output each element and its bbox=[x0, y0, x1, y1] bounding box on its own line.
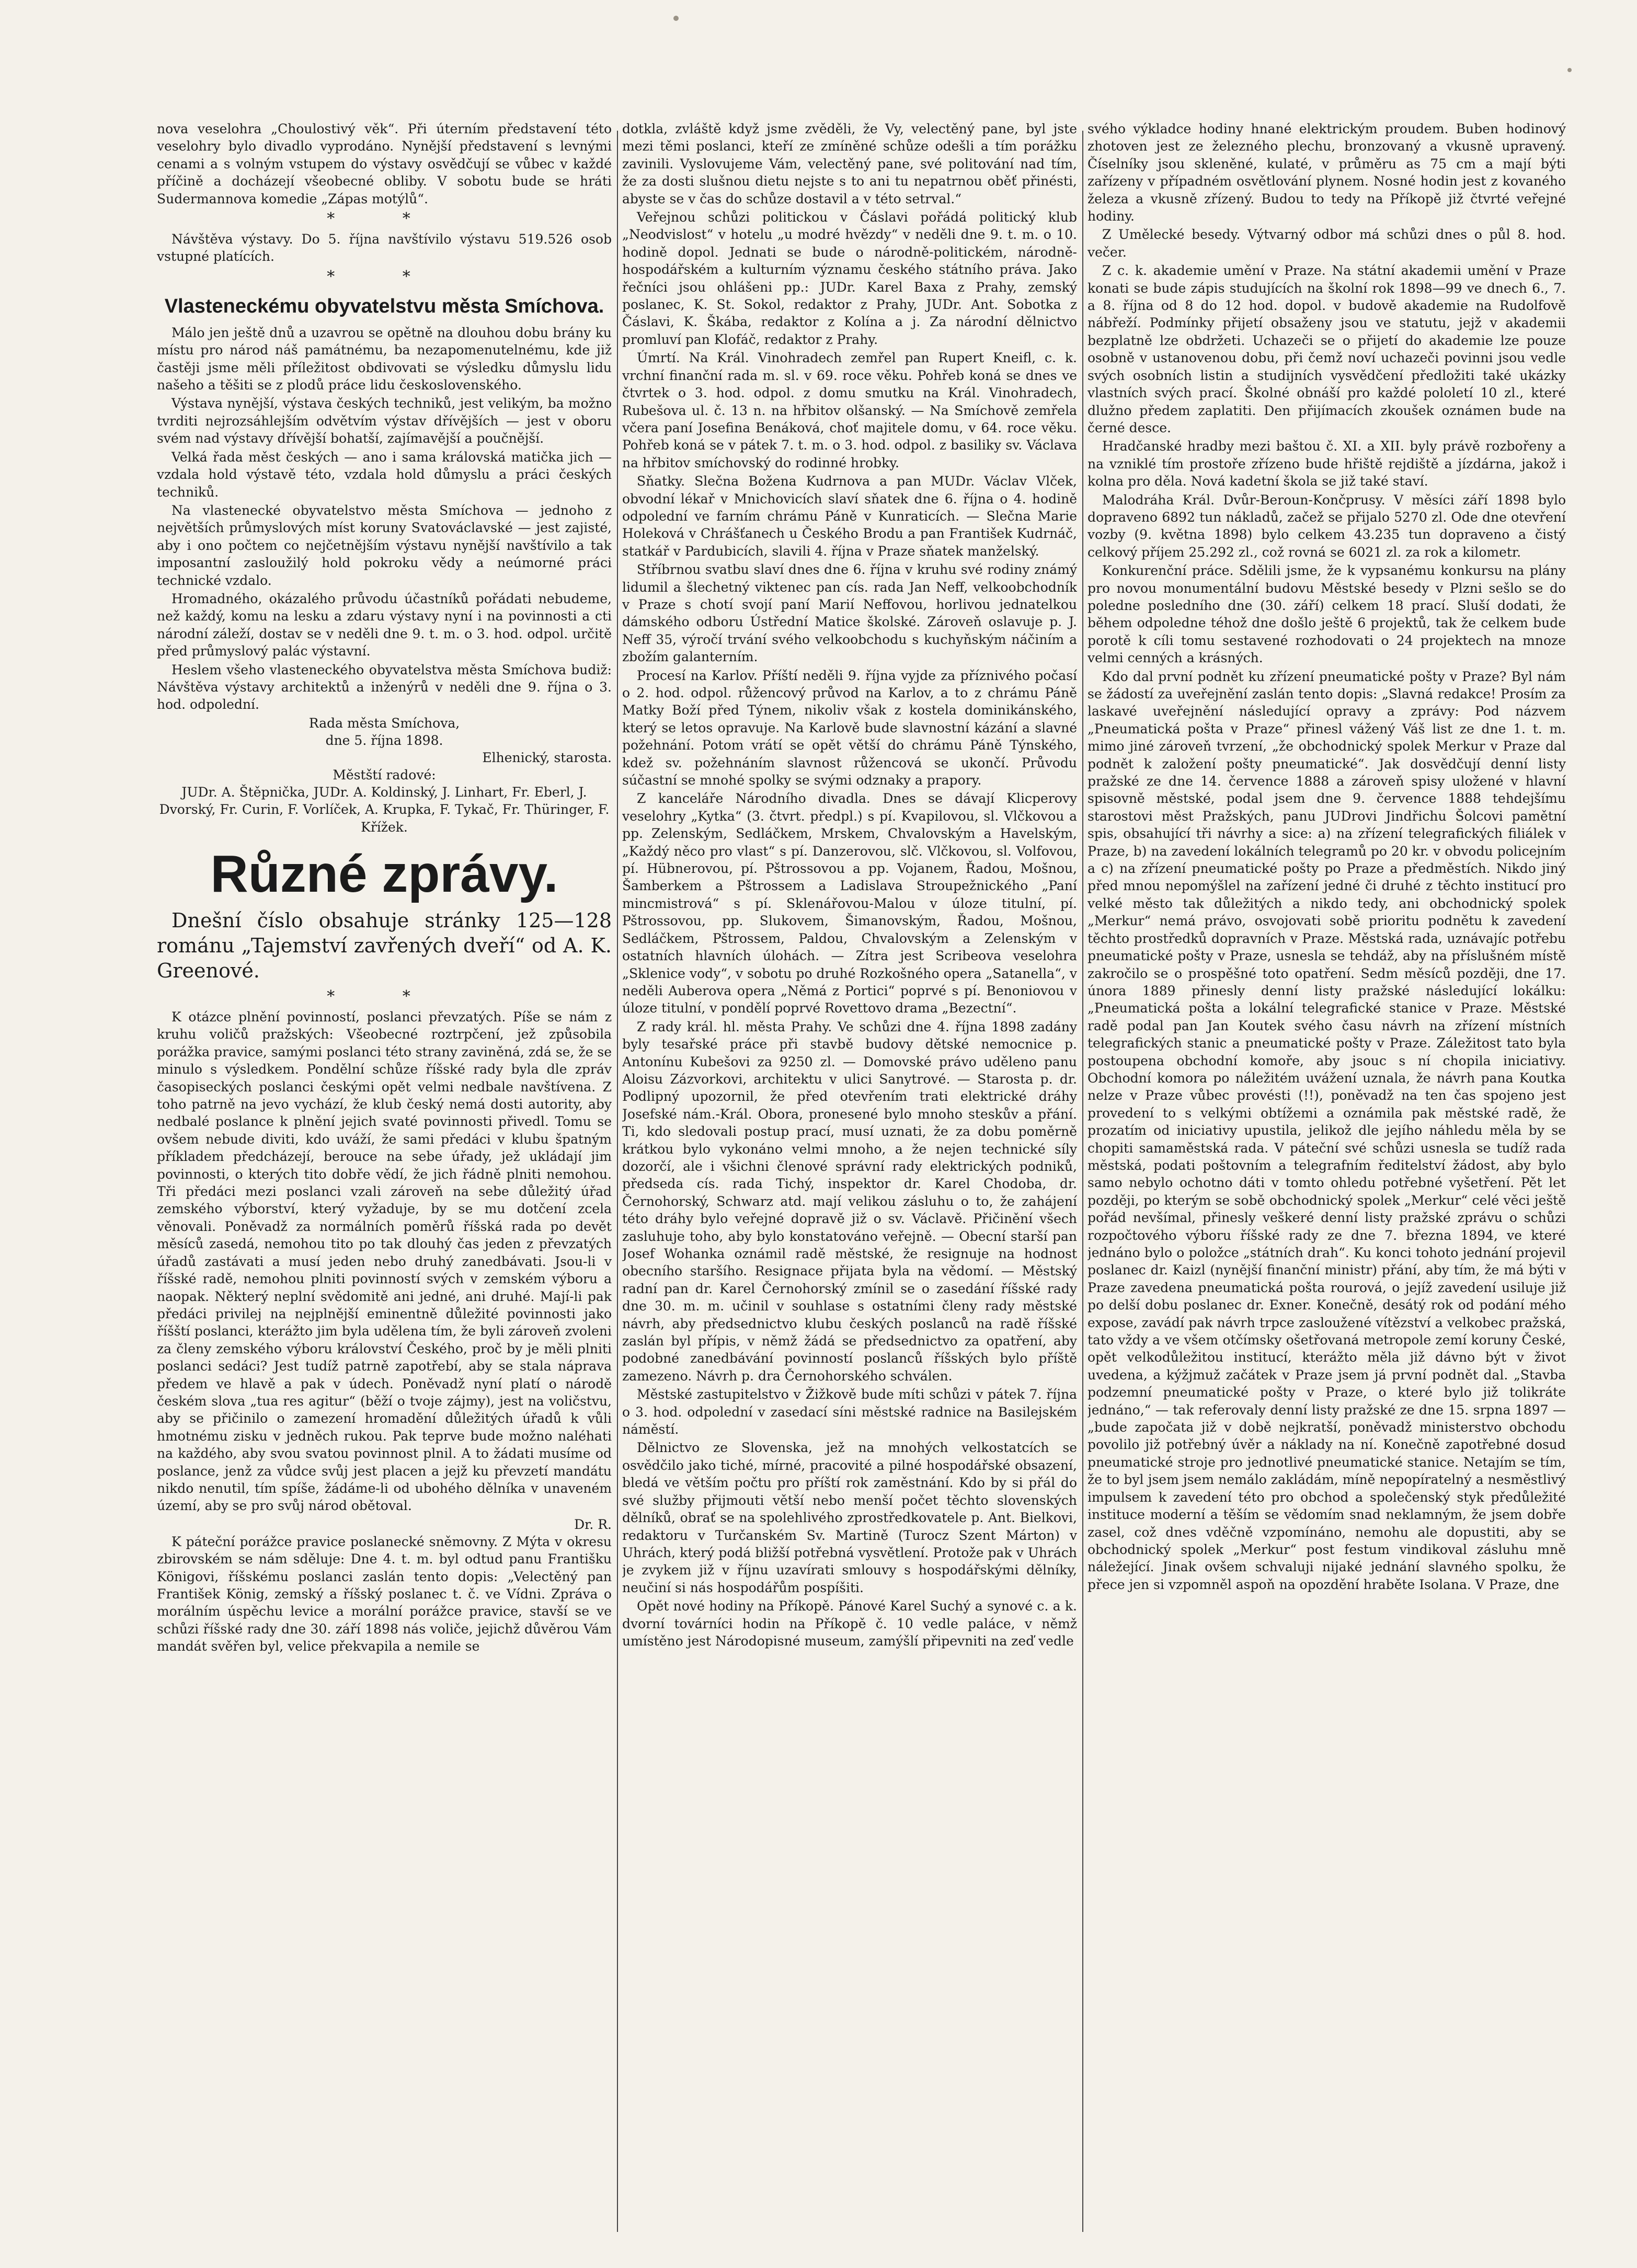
paragraph: Návštěva výstavy. Do 5. října navštívilo výstavu 519.526 osob vstupné platících. bbox=[157, 232, 612, 264]
paragraph: Z c. k. akademie umění v Praze. Na státní akademii umění v Praze konati se bude zápis studujících na školní rok 1898—99 ve dnech 6., 7. a 8. října od 8 do 12 hod. dopol. v budově akademie na Rudolfově nábřeží. Podmínky přijetí obsaženy jsou ve statutu, jejž v akademii bezplatně lze obdržeti. Uchazeči se o přijetí do akademie lze pouze osobně v ustanovenou dobu, při čemž noví uchazeči povinni jsou vedle svých osobních listin a studijních vysvědčení předložiti také ukázky vlastních svých prací. Školné obnáší pro každé pololetí 10 zl., které dlužno předem zaplatiti. Den přijímacích zkoušek oznámen bude na černé desce. bbox=[1087, 263, 1566, 435]
paragraph: Z Umělecké besedy. Výtvarný odbor má schůzi dnes o půl 8. hod. večer. bbox=[1087, 227, 1566, 260]
signature-names: JUDr. A. Štěpnička, JUDr. A. Koldinský, J. Linhart, Fr. Eberl, J. Dvorský, Fr. Curin, F. Vorlíček, A. Krupka, F. Tykač, Fr. Thüringer, F. Křížek. bbox=[159, 784, 610, 835]
paragraph: Sňatky. Slečna Božena Kudrnova a pan MUDr. Václav Vlček, obvodní lékař v Mnichovicích slaví sňatek dne 6. října o 4. hodině odpolední ve farním chrámu Páně v Kunraticích. — Slečna Marie Holeková v Chrášťanech u Českého Brodu a pan František Kudrnáč, statkář v Pardubicích, slavili 4. října v Praze sňatek manželský. bbox=[622, 474, 1077, 559]
signature-line: Rada města Smíchova, bbox=[308, 715, 460, 731]
paper-speck bbox=[1567, 68, 1572, 72]
lead-paragraph: Dnešní číslo obsahuje stránky 125—128 románu „Tajemství zavřených dveří“ od A. K. Greenové. bbox=[157, 909, 612, 982]
paragraph: Málo jen ještě dnů a uzavrou se opětně na dlouhou dobu brány ku místu pro národ náš památnému, ba nezapomenutelnému, kde již častěji jsme měli příležitost obdivovati se výsledku důmyslu lidu našeho a těšiti se z plodů práce lidu československého. bbox=[157, 325, 612, 393]
paragraph: Z kanceláře Národního divadla. Dnes se dávají Klicperovy veselohry „Kytka“ (3. čtvrt. předpl.) s pí. Kvapilovou, sl. Vlčkovou a pp. Zelenským, Sedláčkem, Mrskem, Chvalovským a Havelským, „Každý něco pro vlast“ s pí. Danzerovou, slč. Vlčkovou, sl. Volfovou, pí. Hübnerovou, pí. Pštrossovou a pp. Vojanem, Řadou, Mošnou, Šamberkem a Pštrossem a Ladislava Stroupežnického „Paní mincmistrová“ s pí. Sklenářovou-Malou v úloze titulní, pí. Pštrossovou, pp. Slukovem, Šimanovským, Řadou, Mošnou, Sedláčkem, Pštrossem, Paldou, Chvalovským a Zelenským v ostatních hlavních úlohách. — Zítra jest Scribeova veselohra „Sklenice vody“, v sobotu po druhé Rozkošného opera „Satanella“, v neděli Auberova opera „Němá z Portici“ poprvé s pí. Benoniovou v úloze titulní, v pondělí poprvé Rovettovo drama „Bezectní“. bbox=[622, 791, 1077, 1016]
paragraph: Z rady král. hl. města Prahy. Ve schůzi dne 4. října 1898 zadány byly tesařské práce při stavbě budovy dětské nemocnice p. Antonínu Kubešovi za 9250 zl. — Domovské právo uděleno panu Aloisu Zázvorkovi, architektu v ulici Sanytrové. — Starosta p. dr. Podlipný upozornil, že před otevřením trati elektrické dráhy Josefské nám.-Král. Obora, pronesené bylo mnoho steskův a přání. Ti, kdo sledovali postup prací, musí uznati, že za dobu poměrně krátkou bylo vykonáno velmi mnoho, a že nejen technické síly dozorčí, ale i všichni členové správní rady elektrických podniků, předseda cís. rada Tichý, inspektor dr. Karel Chodoba, dr. Černohorský, Schwarz atd. mají velikou zásluhu o to, že zahájení této dráhy bylo veřejné dopravě již o sv. Václavě. Přičinění všech zasluhuje toho, aby bylo konstatováno veřejně. — Obecní starší pan Josef Wohanka oznámil radě městské, že resignuje na hodnost obecního staršího. Resignace přijata byla na vědomí. — Městský radní pan dr. Karel Černohorský zmínil se o zasedání říšské rady dne 30. m. m. učinil v souhlase s ostatními členy rady městské návrh, aby předsednictvo klubu českých poslanců na radě říšské zaslán byl přípis, v němž žádá se předsednictvo za opatření, aby podobné zanedbávání povinností poslanců říšských bylo příště zamezeno. Návrh p. dra Černohorského schválen. bbox=[622, 1019, 1077, 1384]
signature-line: Městští radové: bbox=[333, 767, 436, 782]
column-rule bbox=[1082, 131, 1083, 2232]
paragraph: K otázce plnění povinností, poslanci převzatých. Píše se nám z kruhu voličů pražských: Všeobecné roztrpčení, jež způsobila porážka pravice, samými poslanci této strany zaviněná, zdá se, že se minulo s výsledkem. Pondělní schůze říšské rady byla dle zpráv časopiseckých poslanci českými opět velmi nedbale navštívena. Z toho patrně na jevo vychází, že klub český nemá dosti autority, aby nedbalé poslance k plnění jejich svaté povinnosti přivedl. Tomu se ovšem nebude diviti, kdo uváží, že sami předáci v klubu špatným příkladem předcházejí, berouce na sebe úřady, jež ukládají jim povinnosti, o kterých tito dobře vědí, že jich řádně plniti nemohou. Tři předáci mezi poslanci vzali zároveň na sebe důležitý úřad zemského výborství, který vyžaduje, by se mu dotčení zcela věnovali. Poněvadž za normálních poměrů říšská rada po devět měsíců zasedá, nemohou tito po tak dlouhý čas jeden z převzatých úřadů zastávati a musí jeden nebo druhý zanedbávati. Jsou-li v říšské radě, nemohou plniti povinností svých v zemském výboru a naopak. Některý neplní svědomitě ani jedné, ani druhé. Mají-li pak předáci privilej na nejplnější eminentně důležité povinnosti jako říšští poslanci, kterážto jim byla udělena tím, že byli zároveň zvoleni za členy zemského výboru království Českého, proč by je měli plniti poslanci sedáci? Jest tudíž patrně zapotřebí, aby se stala náprava předem ve hlavě a pak v údech. Poněvadž nyní platí o národě českém slova „tua res agitur“ (běží o tvoje zájmy), jest na voličstvu, aby se přičinilo o zamezení hromadění důležitých úřadů k vůli hmotnému zisku v jedněch rukou. Pak teprve bude možno naléhati na každého, aby svou svatou povinnost plnil. A to žádati musíme od poslance, jenž za vůdce svůj jest placen a jejž ku převzetí mandátu nikdo nenutil, tím spíše, žádáme-li od ubohého dělníka v unaveném území, aby se pro svůj národ obětoval. bbox=[157, 1009, 612, 1514]
paragraph: Hromadného, okázalého průvodu účastníků pořádati nebudeme, než každý, komu na lesku a zdaru výstavy nyní i na povinnosti a cti národní záleží, dostav se v neděli dne 9. t. m. o 3. hod. odpol. určitě před průmyslový palác výstavní. bbox=[157, 591, 612, 659]
paragraph: nova veselohra „Choulostivý věk“. Při úterním představení této veselohry bylo divadlo vyprodáno. Nynější představení s levnými cenami a s volným vstupem do výstavy osvědčují se vůbec v každé příčině a docházejí všeobecné obliby. V sobotu bude se hráti Sudermannova komedie „Zápas motýlů“. bbox=[157, 121, 612, 206]
paragraph: Procesí na Karlov. Příští neděli 9. října vyjde za příznivého počasí o 2. hod. odpol. růžencový průvod na Karlov, a to z chrámu Páně Matky Boží před Týnem, nikoliv však z kostela dominikánského, který se letos opravuje. Na Karlově bude slavnostní kázání a slavné požehnání. Potom vrátí se opět větší do chrámu Páně Týnského, kdež sv. požehnáním slavnost růžencová se ukončí. Průvodu súčastní se mnohé spolky se svými odznaky a prapory. bbox=[622, 667, 1077, 788]
separator-stars: * * bbox=[327, 267, 442, 286]
paragraph: Malodráha Král. Dvůr-Beroun-Končprusy. V měsíci září 1898 bylo dopraveno 6892 tun nákladů, začež se přijalo 5270 zl. Ode dne otevření vozby (9. května 1898) bylo celkem 43.235 tun dopraveno a čistý celkový příjem 25.292 zl., což rovná se 6021 zl. za rok a kilometr. bbox=[1087, 492, 1566, 560]
column-2 bbox=[622, 120, 1077, 2242]
column-rule bbox=[617, 131, 618, 2232]
paragraph: Výstava nynější, výstava českých techniků, jest velikým, ba možno tvrditi nejrozsáhlejším odvětvím výstav dřívějších — jest v oboru svém nad výstavy dřívější bohatší, zajímavější a poučnější. bbox=[157, 396, 612, 446]
paragraph: Veřejnou schůzi politickou v Čáslavi pořádá politický klub „Neodvislost“ v hotelu „u modré hvězdy“ v neděli dne 9. t. m. o 10. hodině dopol. Jednati se bude o národně-politickém, národně-hospodářském a kulturním významu českého státního práva. Jako řečníci jsou ohlášeni pp.: JUDr. Karel Baxa z Prahy, zemský poslanec, K. St. Sokol, redaktor z Prahy, JUDr. Ant. Sobotka z Čáslavi, K. Škába, redaktor z Kolína a j. Za národní dělnictvo promluví pan Klofáč, redaktor z Prahy. bbox=[622, 210, 1077, 347]
paragraph: Dělnictvo ze Slovenska, jež na mnohých velkostatcích se osvědčilo jako tiché, mírné, pracovité a pilné hospodářské obsazení, bledá ve větším počtu pro příští rok zaměstnání. Kdo by si přál do své služby přijmouti větší nebo menší počet těchto slovenských dělníků, obrať se na spolehlivého zprostředkovatele p. Ant. Bielkovi, redaktoru v Turčanském Sv. Martině (Turocz Szent Márton) v Uhrách, který podá bližší potřebná vysvětlení. Protože pak v Uhrách je zvykem již v říjnu uzavírati smlouvy s hospodářskými dělníky, neučiní si nás hospodářům pospíšiti. bbox=[622, 1440, 1077, 1595]
paragraph: Městské zastupitelstvo v Žižkově bude míti schůzi v pátek 7. října o 3. hod. odpolední v zasedací síni městské radnice na Basilejském náměstí. bbox=[622, 1387, 1077, 1437]
column-3 bbox=[1087, 120, 1566, 2242]
paragraph: Konkurenční práce. Sdělili jsme, že k vypsanému konkursu na plány pro novou monumentální budovu Městské besedy v Plzni sešlo se do poledne posledního dne (30. září) celkem 18 prací. Sluší dodati, že během odpoledne téhož dne došlo ještě 6 projektů, tak že celkem bude porotě k cíli tomu sestavené rozhodovati o 24 projektech na mnoze velmi cenných a krásných. bbox=[1087, 563, 1566, 666]
paragraph: Velká řada měst českých — ano i sama královská matička jich — vzdala hold výstavě této, vzdala hold důmyslu a práci českých techniků. bbox=[157, 449, 612, 500]
paragraph: dotkla, zvláště když jsme zvěděli, že Vy, velectěný pane, byl jste mezi těmi poslanci, kteří ze zmíněné schůze odešli a tím porážku zavinili. Vyslovujeme Vám, velectěný pane, své politování nad tím, že za dosti slušnou dietu nejste s to ani tu nepatrnou oběť přinésti, abyste se v čas do schůze dostavil a v této setrval.“ bbox=[622, 121, 1077, 206]
signature-line: Elhenický, starosta. bbox=[482, 750, 612, 765]
column-1 bbox=[157, 120, 612, 2242]
paragraph: Kdo dal první podnět ku zřízení pneumatické pošty v Praze? Byl nám se žádostí za uveřejnění zaslán tento dopis: „Slavná redakce! Prosím za laskavé uveřejnění následující opravy a zprávy: Pod názvem „Pneumatická pošta v Praze“ přinesl vážený Váš list ze dne 1. t. m. mimo jiné zároveň tvrzení, „že obchodnický spolek Merkur v Praze dal podnět k založení pošty pneumatické“. Jak dosvědčují denní listy pražské ze dne 14. července 1888 a zároveň spisy uložené v hlavní spisovně městské, podal jsem dne 9. července 1888 tehdejšímu starostovi měst Pražských, panu JUDrovi Jindřichu Šolcovi pamětní spis, obsahující tři návrhy a sice: a) na zřízení telegrafických filiálek v Praze, b) na zavedení lokálních telegramů po 20 kr. v obvodu policejním a c) na zřízení pneumatické pošty po Praze a předměstích. Nikdo jiný před mnou nepomýšlel na zařízení jedné či druhé z těchto institucí pro velké město tak důležitých a nikdo tedy, ani obchodnický spolek „Merkur“ nemá právo, osvojovati sobě prioritu podnětu k zavedení těchto prostředků dopravních v Praze. Městská rada, uznávajíc potřebu pneumatické pošty v Praze, usnesla se tehdáž, aby na příslušném místě zakročilo se o prospěšné toto opatření. Sedm měsíců později, dne 17. února 1889 přinesly denní listy pražské následující lokálku: „Pneumatická pošta a lokální telegrafické stanice v Praze. Městské radě podal pan Jan Koutek svého času návrh na zřízení místních telegrafických stanic a pneumatické pošty v Praze. Záležitost tato byla postoupena obchodní komoře, aby jsouc s ní chopila iniciativy. Obchodní komora po náležitém uvážení uznala, že návrh pana Koutka nelze v Praze vůbec provésti (!!), poněvadž na ten čas spojeno jest provedení to s velkými obtížemi a oznámila pak městské radě, že prozatím od iniciativy upustila, jelikož dle jejího náhledu měla by se chopiti samaměstská rada. V páteční své schůzi usnesla se tudíž rada městská, podati poštovním a telegrafním ředitelství žádost, aby bylo samo nebylo ochotno dáti v tomto ohledu potřebné vyšetření. Pět let později, po kterým se sobě obchodnický spolek „Merkur“ celé věci ještě pořád nevšímal, přinesly veškeré denní listy pražské zprávu o schůzi rozpočtového výboru říšské rady ze dne 7. března 1894, ve které jednáno bylo o položce „státních drah“. Ku konci tohoto jednání projevil poslanec dr. Kaizl (nynější finanční ministr) přání, aby tím, že má býti v Praze zavedena pneumatická pošta rourová, o jejíž zavedení usiluje již po delší dobu poslanec dr. Exner. Konečně, desátý rok od podání mého expose, zavádí pak návrh trpce zasloužené vítězství a velkobec pražská, tato vždy a ve všem otčímsky ošetřovaná metropole zemí koruny České, opět velkodůležitou institucí, kterážto měla již dávno být v život uvedena, a kýžjmuž začátek v Praze jsem já první podnět dal. „Stavba podzemní pneumatické pošty v Praze, o které bylo již tolikráte jednáno,“ — tak referovaly denní listy pražské ze dne 15. srpna 1897 — „bude započata již v době nejkratší, poněvadž ministerstvo obchodu povolilo již potřebný úvěr a náklady na ní. Konečně zapotřebné dosud pneumatické stroje pro jednotlivé pneumatické stanice. Netajím se tím, že to byl jsem jsem nemálo zakládám, míně nepopíratelný a nesměstlivý impulsem k zavedení této pro obchod a společenský styk předůležité instituce moderní a těším se vědomím snad neklamným, že jsem dobře zasel, což dnes vděčně vzpomínáno, nemohu ale dopustiti, aby se obchodnický spolek „Merkur“ post festum vindikoval zásluhu mně náležející. Jinak ovšem schvaluji nijaké jednání slavného spolku, že přece jen si vzpomněl aspoň na opozdění hraběte Isolana. V Praze, dne bbox=[1087, 669, 1566, 1592]
signature-line: dne 5. října 1898. bbox=[325, 732, 443, 748]
paragraph: Hradčanské hradby mezi baštou č. XI. a XII. byly právě rozbořeny a na vzniklé tím prostoře zřízeno bude hřiště rejdiště a jízdárna, jakož i kolna pro děla. Nová kadetní škola se již také staví. bbox=[1087, 439, 1566, 489]
paragraph: Na vlastenecké obyvatelstvo města Smíchova — jednoho z největších průmyslových míst koruny Svatováclavské — jest zajisté, aby i ono počtem co nejčetnějším výstavu nynější navštívilo a tak imposantní zasloužilý hold pokroku vědy a neúmorné práci technické vzdalo. bbox=[157, 502, 612, 588]
paragraph: Stříbrnou svatbu slaví dnes dne 6. října v kruhu své rodiny známý lidumil a šlechetný viktenec pan cís. rada Jan Neff, velkoobchodník v Praze s chotí svojí paní Marií Neffovou, horlivou jednatelkou dámského odboru Ústřední Matice školské. Zároveň oslavuje p. J. Neff 35, výročí trvání svého velkoobchodu s kuchyňským náčiním a zbožím galanterním. bbox=[622, 562, 1077, 665]
paragraph: K páteční porážce pravice poslanecké sněmovny. Z Mýta v okresu zbirovském se nám sděluje: Dne 4. t. m. byl odtud panu Františku Königovi, říšskému poslanci zaslán tento dopis: „Velectěný pan František König, zemský a říšský poslanec t. č. ve Vídni. Zpráva o morálním úspěchu levice a morální porážce pravice, stavší se ve schůzi říšské rady dne 30. září 1898 nás voliče, jejichž důvěrou Vám mandát svěřen byl, velice překvapila a nemile se bbox=[157, 1534, 612, 1654]
paragraph: Opět nové hodiny na Příkopě. Pánové Karel Suchý a synové c. a k. dvorní továrníci hodin na Příkopě č. 10 vedle paláce, v němž umístěno jest Národopisné museum, zamýšlí připevniti na zeď vedle bbox=[622, 1598, 1077, 1649]
paragraph: Heslem všeho vlasteneckého obyvatelstva města Smíchova budiž: Návštěva výstavy architektů a inženýrů v neděli dne 9. října o 3. hod. odpolední. bbox=[157, 662, 612, 712]
paragraph: svého výkladce hodiny hnané elektrickým proudem. Buben hodinový zhotoven jest ze železného plechu, bronzovaný a vkusně upravený. Číselníky jsou skleněné, kulaté, v průměru as 75 cm a mají býti zařízeny v případném osvětlování plynem. Nosné hodin jest z kovaného železa a vkusně zřízený. Budou to tedy na Příkopě již čtvrté veřejné hodiny. bbox=[1087, 121, 1566, 224]
separator-stars: * * bbox=[327, 987, 442, 1006]
signature-line: Dr. R. bbox=[574, 1516, 612, 1532]
section-heading: Různé zprávy. bbox=[210, 845, 558, 903]
article-title: Vlasteneckému obyvatelstvu města Smíchova. bbox=[164, 295, 604, 317]
paragraph: Úmrtí. Na Král. Vinohradech zemřel pan Rupert Kneifl, c. k. vrchní finanční rada m. sl. v 69. roce věku. Pohřeb koná se dnes ve čtvrtek o 3. hod. odpol. z domu smutku na Král. Vinohradech, Rubešova ul. č. 13 n. na hřbitov olšanský. — Na Smíchově zemřela včera paní Josefina Benáková, choť majitele domu, v 64. roce věku. Pohřeb koná se v pátek 7. t. m. o 3. hod. odpol. z basiliky sv. Václava na hřbitov smíchovský do rodinné hrobky. bbox=[622, 350, 1077, 470]
separator-stars: * * bbox=[327, 210, 442, 228]
paper-speck bbox=[673, 16, 679, 21]
